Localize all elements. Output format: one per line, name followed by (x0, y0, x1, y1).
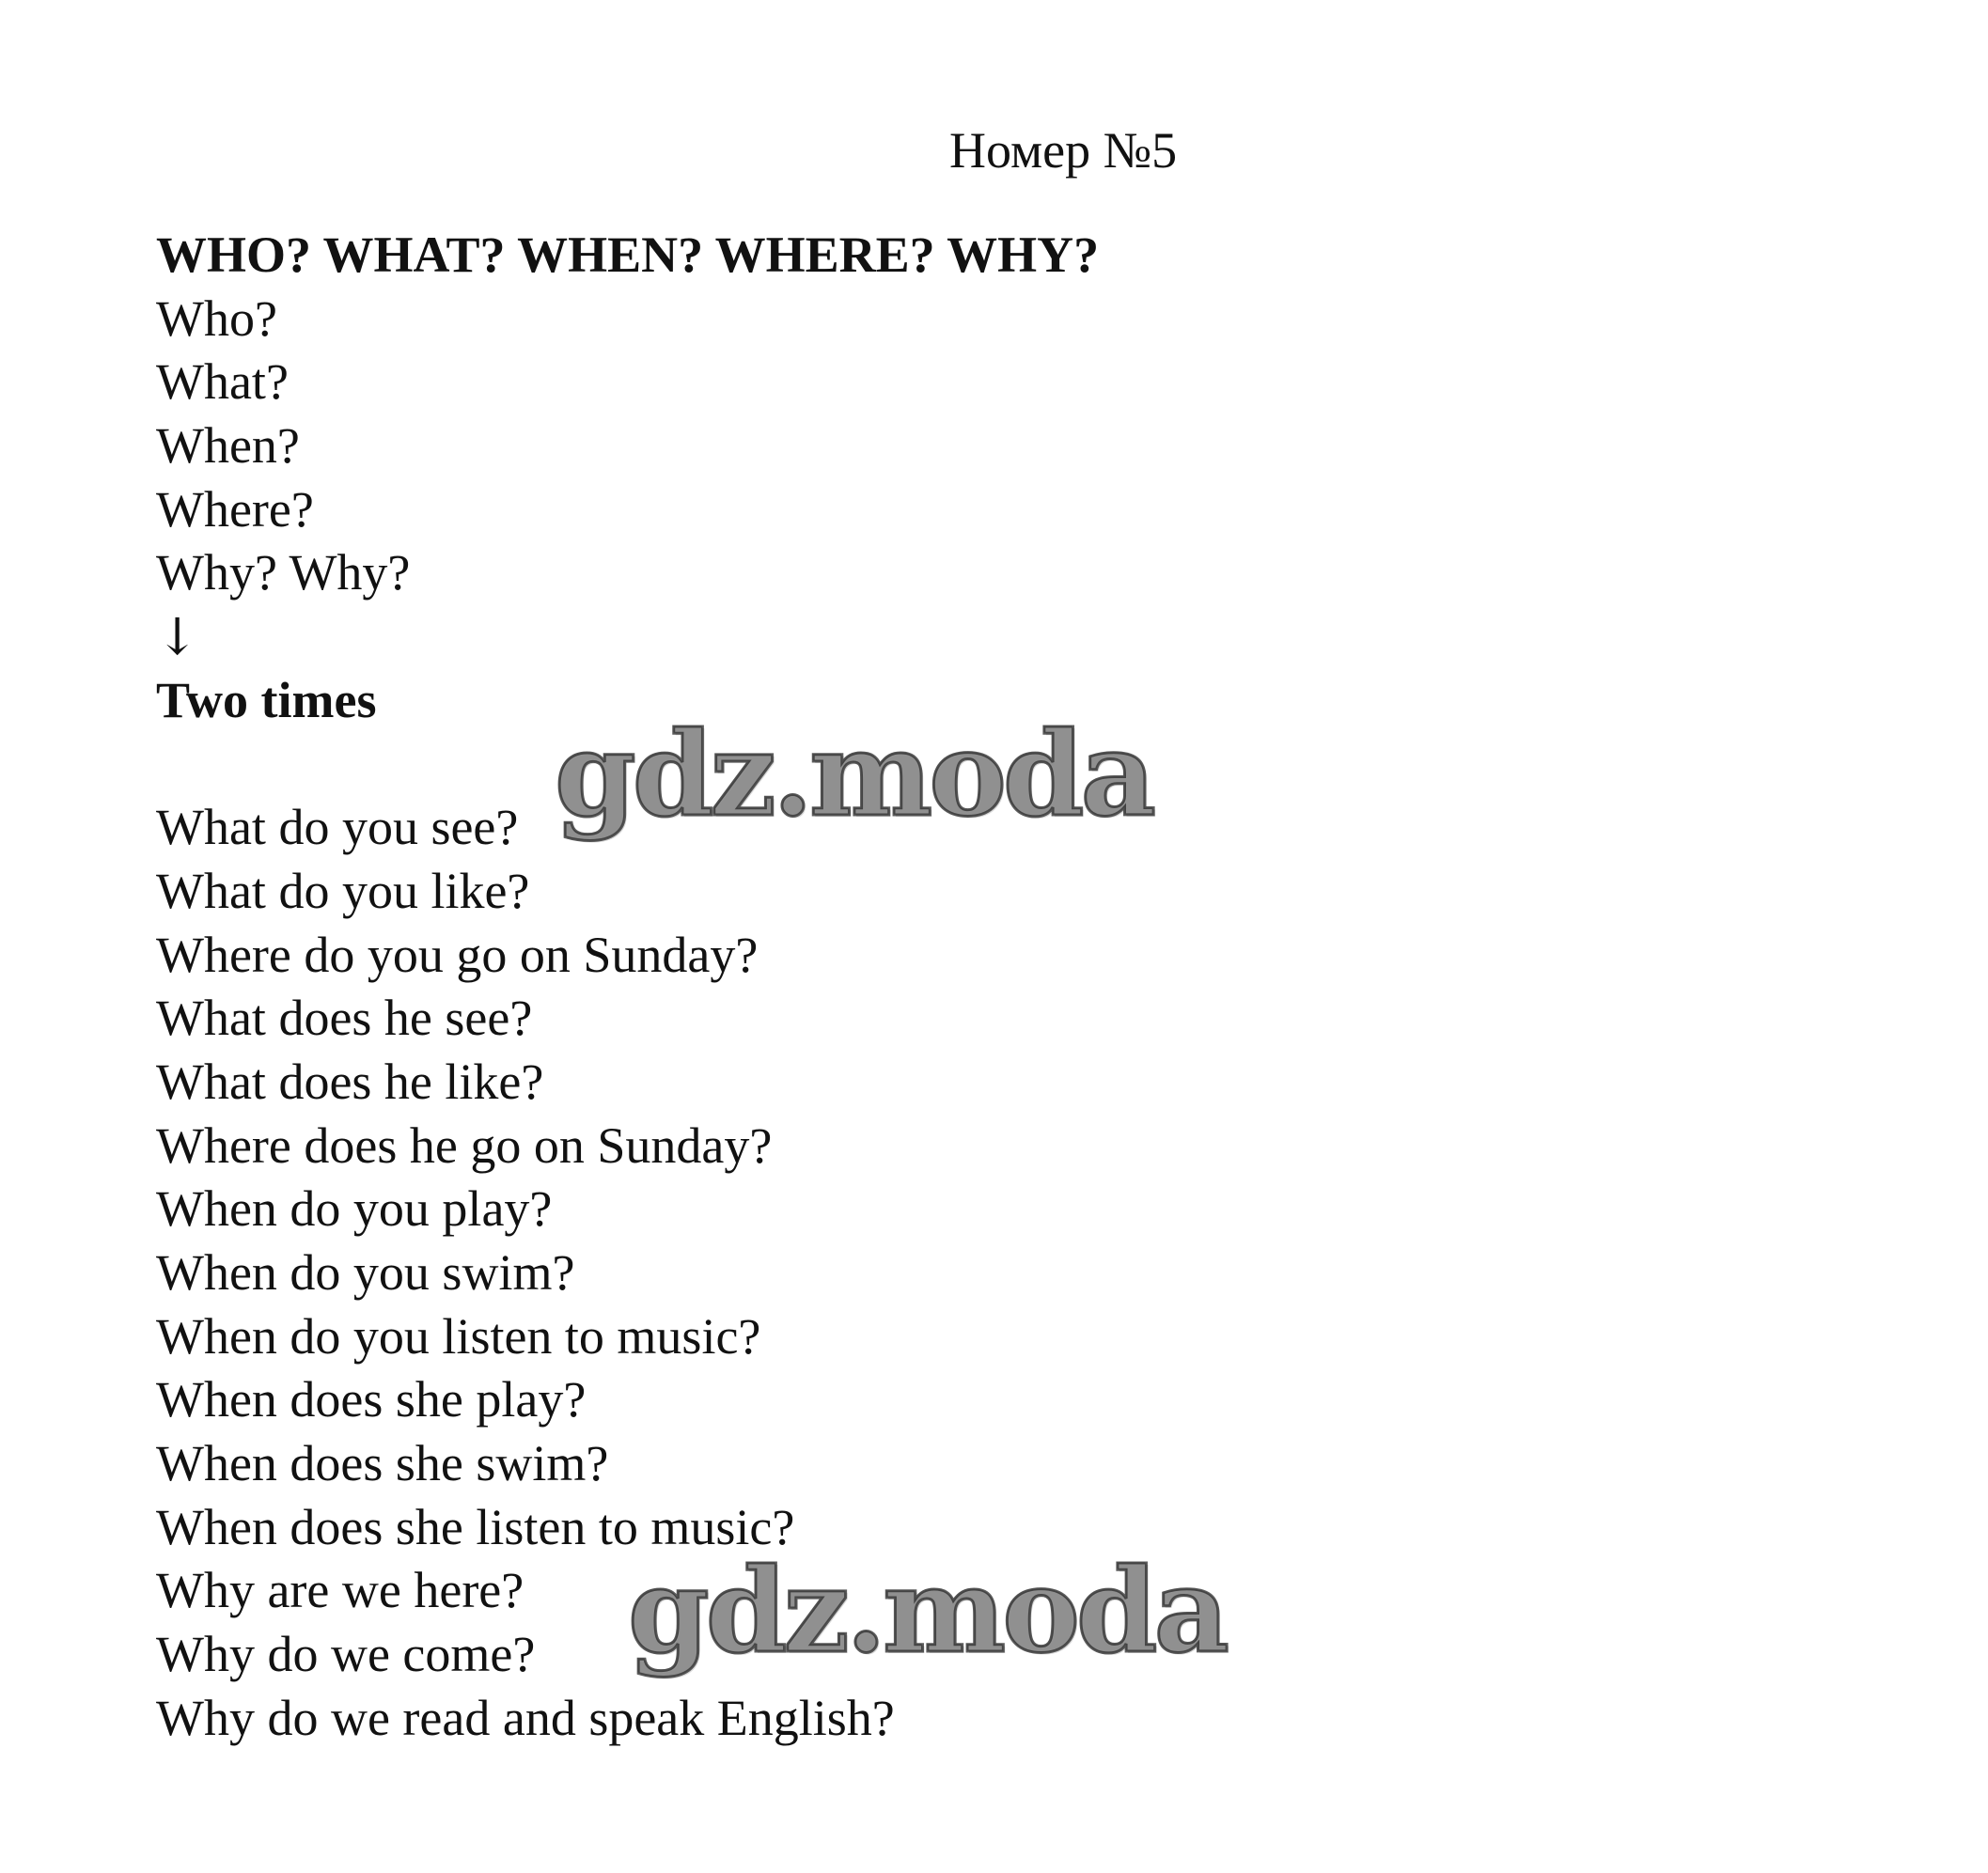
down-arrow-icon: ↓ (156, 607, 199, 667)
question-line: When does she swim? (156, 1435, 609, 1492)
question-line: What does he see? (156, 990, 533, 1047)
intro-line: Where? (156, 480, 314, 538)
question-line: When do you listen to music? (156, 1307, 761, 1365)
watermark: gdz.moda (555, 707, 1152, 843)
intro-line: When? (156, 417, 300, 475)
question-line: Where does he go on Sunday? (156, 1116, 773, 1174)
question-line: Where do you go on Sunday? (156, 926, 759, 983)
question-line: Why are we here? (156, 1562, 524, 1619)
question-line: When does she listen to music? (156, 1498, 795, 1555)
question-line: When do you play? (156, 1180, 553, 1238)
intro-line: Why? Why? (156, 544, 411, 601)
question-line: Why do we come? (156, 1626, 536, 1683)
title: WHO? WHAT? WHEN? WHERE? WHY? (156, 226, 1100, 283)
watermark: gdz.moda (628, 1543, 1226, 1679)
intro-line: Who? (156, 289, 277, 347)
question-line: What do you like? (156, 862, 530, 919)
question-line: What do you see? (156, 799, 519, 856)
intro-line: What? (156, 353, 289, 411)
question-line: What does he like? (156, 1053, 544, 1110)
question-line: Why do we read and speak English? (156, 1689, 895, 1746)
page-number: Номер №5 (949, 122, 1178, 179)
question-line: When do you swim? (156, 1244, 575, 1301)
subtitle: Two times (156, 671, 377, 728)
document-content (156, 224, 1378, 1751)
question-line: When does she play? (156, 1371, 587, 1428)
